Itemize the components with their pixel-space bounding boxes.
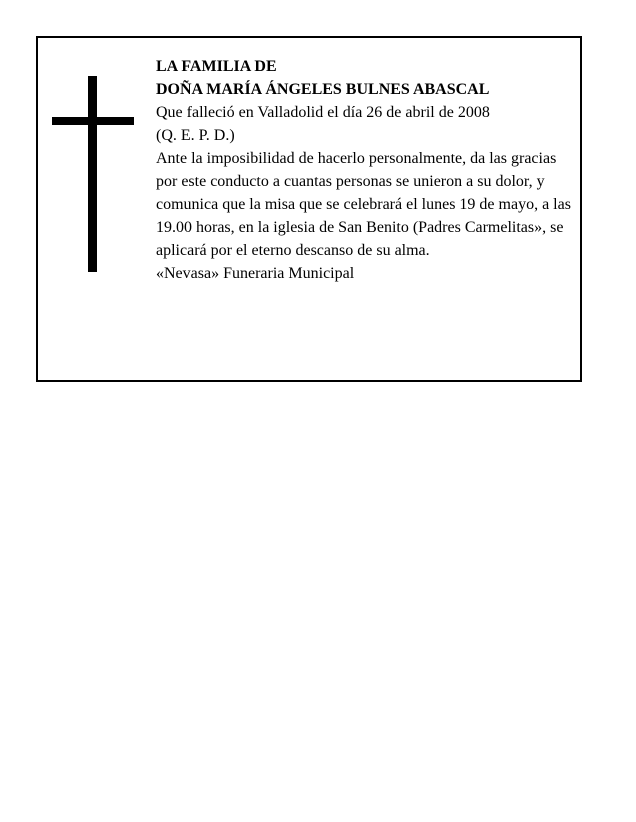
death-line: Que falleció en Valladolid el día 26 de abril de 2008 bbox=[156, 104, 490, 121]
cross-horizontal-bar bbox=[52, 117, 134, 125]
deceased-name: DOÑA MARÍA ÁNGELES BULNES ABASCAL bbox=[156, 81, 490, 98]
notice-text bbox=[156, 55, 578, 285]
cross-vertical-bar bbox=[88, 76, 97, 272]
funeral-home: «Nevasa» Funeraria Municipal bbox=[156, 265, 355, 282]
family-heading: LA FAMILIA DE bbox=[156, 58, 277, 75]
rip-line: (Q. E. P. D.) bbox=[156, 127, 235, 144]
obituary-notice bbox=[36, 36, 582, 382]
latin-cross-icon bbox=[52, 76, 134, 272]
notice-body: Ante la imposibilidad de hacerlo personalmente, da las gracias por este conducto a cuantas personas se unieron a su dolor, y comunica que la misa que se celebrará el lunes 19 de mayo, a las 19.00 horas, en la iglesia de San Benito (Padres Carmelitas», se aplicará por el eterno descanso de su alma. bbox=[156, 150, 571, 259]
